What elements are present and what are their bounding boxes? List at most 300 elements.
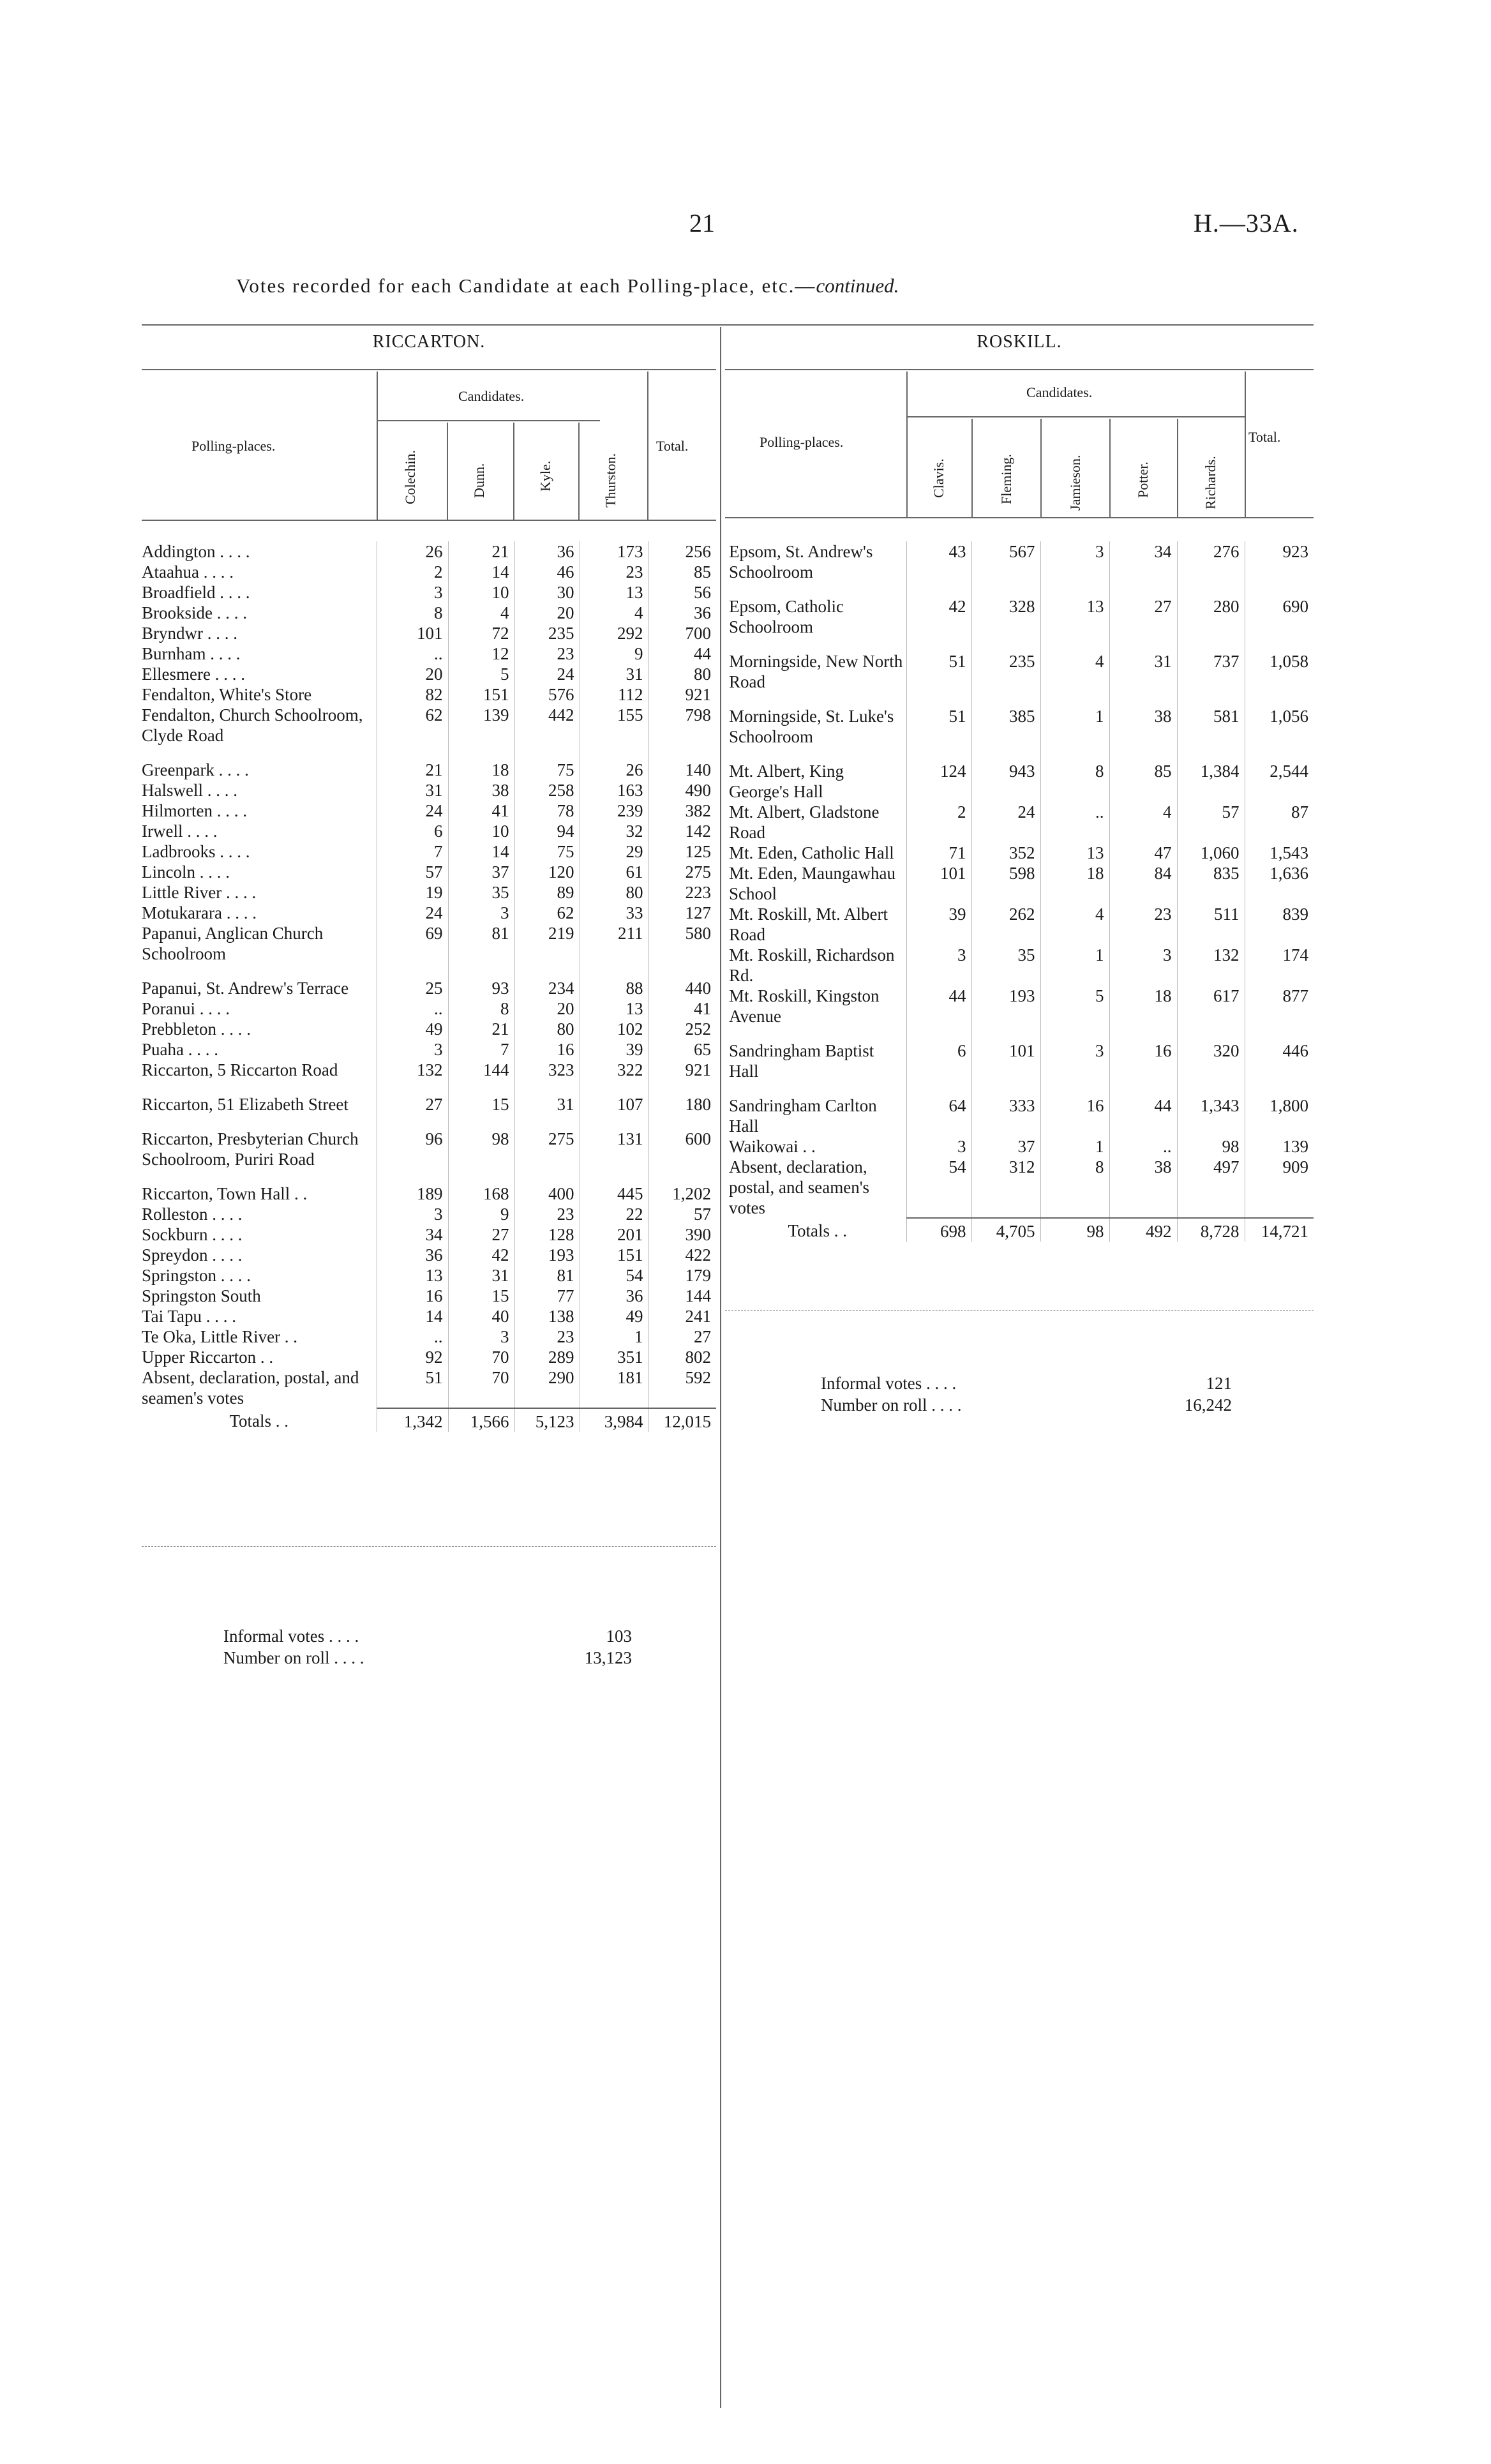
polling-place-name: Waikowai . . — [729, 1137, 816, 1156]
vote-count: 38 — [448, 780, 514, 800]
vote-count: 189 — [377, 1169, 448, 1204]
vote-count: 93 — [448, 964, 514, 998]
table-row — [142, 562, 716, 582]
riccarton-candidates-label: Candidates. — [458, 388, 525, 404]
vote-count: 107 — [580, 1080, 648, 1115]
vote-count: 16 — [514, 1039, 580, 1060]
vote-count: 18 — [1040, 863, 1109, 904]
row-total: 142 — [648, 821, 716, 841]
vote-count: 4 — [1040, 904, 1109, 945]
vote-count: 88 — [580, 964, 648, 998]
vote-count: 6 — [906, 1026, 971, 1081]
candidate-header-dunn: Dunn. — [471, 463, 487, 498]
table-row — [142, 1224, 716, 1245]
polling-place-name: Sandringham Carlton Hall — [729, 1096, 877, 1136]
candidate-header-kyle: Kyle. — [537, 460, 553, 492]
row-total: 382 — [648, 800, 716, 821]
vote-count: 36 — [377, 1245, 448, 1265]
table-row — [142, 1265, 716, 1286]
row-total: 56 — [648, 582, 716, 603]
vote-count: 19 — [377, 882, 448, 903]
riccarton-header-rule — [142, 369, 716, 370]
roskill-header-vline — [906, 372, 908, 517]
vote-count: 24 — [514, 664, 580, 684]
row-total: 921 — [648, 1060, 716, 1080]
candidate-total: 8,728 — [1177, 1218, 1245, 1242]
vote-count: 70 — [448, 1367, 514, 1408]
vote-count: 1,060 — [1177, 843, 1245, 863]
document-reference: H.—33A. — [1194, 209, 1299, 237]
vote-count: 168 — [448, 1169, 514, 1204]
polling-place-name: Mt. Eden, Catholic Hall — [729, 843, 894, 862]
vote-count: 8 — [1040, 747, 1109, 802]
roskill-informal-value: 121 — [1206, 1374, 1232, 1393]
vote-count: 351 — [580, 1347, 648, 1367]
table-row — [142, 821, 716, 841]
polling-place-name: Hilmorten . . . . — [142, 801, 247, 820]
vote-count: 1,343 — [1177, 1081, 1245, 1136]
roskill-informal-label: Informal votes . . . . — [821, 1374, 957, 1393]
vote-count: 36 — [514, 541, 580, 562]
vote-count: 30 — [514, 582, 580, 603]
vote-count: 31 — [580, 664, 648, 684]
vote-count: 6 — [377, 821, 448, 841]
vote-count: 15 — [448, 1286, 514, 1306]
table-row — [729, 863, 1314, 904]
vote-count: 2 — [377, 562, 448, 582]
totals-label: Totals . . — [788, 1221, 848, 1240]
polling-place-name: Halswell . . . . — [142, 781, 237, 800]
table-row — [729, 1136, 1314, 1157]
vote-count: 37 — [448, 862, 514, 882]
candidate-header-jamieson: Jamieson. — [1067, 454, 1083, 511]
vote-count: 70 — [448, 1347, 514, 1367]
vote-count: 26 — [580, 746, 648, 780]
row-total: 65 — [648, 1039, 716, 1060]
polling-place-name: Mt. Albert, King George's Hall — [729, 762, 844, 801]
page-number: 21 — [689, 209, 715, 237]
table-row — [142, 780, 716, 800]
vote-count: 262 — [971, 904, 1040, 945]
riccarton-header-vline — [447, 423, 448, 520]
roskill-total-label: Total. — [1248, 429, 1281, 445]
vote-count: 15 — [448, 1080, 514, 1115]
row-total: 57 — [648, 1204, 716, 1224]
vote-count: 320 — [1177, 1026, 1245, 1081]
vote-count: 13 — [580, 998, 648, 1019]
polling-place-name: Prebbleton . . . . — [142, 1019, 251, 1039]
vote-count: 312 — [971, 1157, 1040, 1218]
row-total: 1,800 — [1245, 1081, 1314, 1136]
vote-count: 173 — [580, 541, 648, 562]
vote-count: 84 — [1109, 863, 1177, 904]
vote-count: 193 — [514, 1245, 580, 1265]
vote-count: 22 — [580, 1204, 648, 1224]
row-total: 36 — [648, 603, 716, 623]
row-total: 909 — [1245, 1157, 1314, 1218]
vote-count: 9 — [448, 1204, 514, 1224]
roskill-header-vline — [1245, 372, 1246, 517]
vote-count: 13 — [377, 1265, 448, 1286]
vote-count: 18 — [1109, 986, 1177, 1026]
vote-count: 62 — [514, 903, 580, 923]
vote-count: 138 — [514, 1306, 580, 1326]
table-row — [142, 1115, 716, 1169]
row-total: 44 — [648, 643, 716, 664]
polling-place-name: Ataahua . . . . — [142, 562, 234, 582]
table-row — [729, 802, 1314, 843]
vote-count: 943 — [971, 747, 1040, 802]
table-row — [142, 541, 716, 562]
row-total: 798 — [648, 705, 716, 746]
polling-place-name: Sandringham Baptist Hall — [729, 1041, 874, 1081]
vote-count: 275 — [514, 1115, 580, 1169]
polling-place-name: Mt. Roskill, Mt. Albert Road — [729, 905, 888, 944]
vote-count: 13 — [580, 582, 648, 603]
riccarton-polling-places-label: Polling-places. — [191, 438, 276, 454]
vote-count: 23 — [514, 1204, 580, 1224]
polling-place-name: Upper Riccarton . . — [142, 1348, 274, 1367]
title-continued: continued. — [816, 274, 899, 297]
roskill-subheader-rule — [725, 517, 1314, 518]
polling-place-name: Riccarton, Town Hall . . — [142, 1184, 308, 1203]
vote-count: 34 — [377, 1224, 448, 1245]
vote-count: 75 — [514, 746, 580, 780]
riccarton-section-title: RICCARTON. — [372, 332, 486, 352]
vote-count: 98 — [1177, 1136, 1245, 1157]
vote-count: 46 — [514, 562, 580, 582]
polling-place-name: Greenpark . . . . — [142, 760, 249, 779]
riccarton-results-table — [142, 541, 716, 1432]
vote-count: 322 — [580, 1060, 648, 1080]
polling-place-name: Te Oka, Little River . . — [142, 1327, 298, 1346]
vote-count: 3 — [448, 1326, 514, 1347]
vote-count: 57 — [1177, 802, 1245, 843]
vote-count: 258 — [514, 780, 580, 800]
candidate-total: 5,123 — [514, 1408, 580, 1432]
vote-count: 737 — [1177, 637, 1245, 692]
vote-count: 617 — [1177, 986, 1245, 1026]
table-row — [729, 1081, 1314, 1136]
polling-place-name: Epsom, St. Andrew's Schoolroom — [729, 542, 873, 582]
vote-count: 567 — [971, 541, 1040, 582]
table-row — [142, 684, 716, 705]
vote-count: 80 — [514, 1019, 580, 1039]
table-row — [142, 964, 716, 998]
candidate-header-fleming: Fleming. — [998, 454, 1014, 504]
table-row — [729, 692, 1314, 747]
row-total: 923 — [1245, 541, 1314, 582]
table-row — [142, 582, 716, 603]
vote-count: 3 — [1040, 1026, 1109, 1081]
vote-count: 21 — [448, 1019, 514, 1039]
vote-count: 31 — [377, 780, 448, 800]
vote-count: 16 — [377, 1286, 448, 1306]
vote-count: 112 — [580, 684, 648, 705]
vote-count: 101 — [377, 623, 448, 643]
row-total: 921 — [648, 684, 716, 705]
table-row — [142, 862, 716, 882]
totals-row — [729, 1218, 1314, 1242]
table-row — [142, 1326, 716, 1347]
vote-count: 1,384 — [1177, 747, 1245, 802]
table-row — [142, 1019, 716, 1039]
vote-count: 20 — [514, 998, 580, 1019]
candidate-header-thurston: Thurston. — [603, 453, 618, 507]
vote-count: 8 — [448, 998, 514, 1019]
vote-count: 2 — [906, 802, 971, 843]
vote-count: 144 — [448, 1060, 514, 1080]
row-total: 802 — [648, 1347, 716, 1367]
vote-count: 27 — [377, 1080, 448, 1115]
vote-count: 9 — [580, 643, 648, 664]
table-row — [142, 1306, 716, 1326]
polling-place-name: Mt. Roskill, Kingston Avenue — [729, 986, 880, 1026]
riccarton-header-vline — [377, 372, 378, 520]
polling-place-name: Sockburn . . . . — [142, 1225, 243, 1244]
vote-count: 139 — [448, 705, 514, 746]
vote-count: 32 — [580, 821, 648, 841]
row-total: 80 — [648, 664, 716, 684]
vote-count: 54 — [580, 1265, 648, 1286]
vote-count: 39 — [580, 1039, 648, 1060]
vote-count: 23 — [580, 562, 648, 582]
totals-row — [142, 1408, 716, 1432]
vote-count: 193 — [971, 986, 1040, 1026]
vote-count: 4 — [448, 603, 514, 623]
polling-place-name: Fendalton, Church Schoolroom, Clyde Road — [142, 705, 363, 745]
vote-count: 51 — [906, 692, 971, 747]
polling-place-name: Mt. Albert, Gladstone Road — [729, 802, 880, 842]
candidate-header-potter: Potter. — [1135, 462, 1151, 498]
row-total: 422 — [648, 1245, 716, 1265]
vote-count: 64 — [906, 1081, 971, 1136]
vote-count: 235 — [971, 637, 1040, 692]
vote-count: 31 — [1109, 637, 1177, 692]
row-total: 700 — [648, 623, 716, 643]
roskill-polling-places-label: Polling-places. — [760, 434, 844, 450]
vote-count: 37 — [971, 1136, 1040, 1157]
table-row — [729, 1026, 1314, 1081]
vote-count: 98 — [448, 1115, 514, 1169]
polling-place-name: Riccarton, Presbyterian Church Schoolroom, Puriri Road — [142, 1129, 359, 1169]
vote-count: 16 — [1109, 1026, 1177, 1081]
vote-count: 3 — [906, 1136, 971, 1157]
vote-count: 35 — [971, 945, 1040, 986]
candidate-header-colechin: Colechin. — [402, 450, 418, 504]
polling-place-name: Spreydon . . . . — [142, 1245, 243, 1265]
vote-count: 81 — [448, 923, 514, 964]
vote-count: 47 — [1109, 843, 1177, 863]
roskill-candidates-label: Candidates. — [1026, 384, 1093, 400]
vote-count: 124 — [906, 747, 971, 802]
vote-count: 41 — [448, 800, 514, 821]
polling-place-name: Ellesmere . . . . — [142, 665, 245, 684]
vote-count: 445 — [580, 1169, 648, 1204]
roskill-candidates-rule — [908, 416, 1246, 417]
polling-place-name: Riccarton, 5 Riccarton Road — [142, 1060, 338, 1079]
vote-count: 333 — [971, 1081, 1040, 1136]
roskill-bottom-rule — [725, 1310, 1314, 1311]
riccarton-bottom-rule — [142, 1546, 716, 1547]
grand-total: 12,015 — [648, 1408, 716, 1432]
candidate-total: 3,984 — [580, 1408, 648, 1432]
vote-count: 75 — [514, 841, 580, 862]
row-total: 256 — [648, 541, 716, 562]
row-total: 27 — [648, 1326, 716, 1347]
vote-count: .. — [377, 643, 448, 664]
vote-count: 292 — [580, 623, 648, 643]
row-total: 580 — [648, 923, 716, 964]
polling-place-name: Riccarton, 51 Elizabeth Street — [142, 1095, 348, 1114]
vote-count: 289 — [514, 1347, 580, 1367]
vote-count: 51 — [906, 637, 971, 692]
vote-count: 280 — [1177, 582, 1245, 637]
row-total: 446 — [1245, 1026, 1314, 1081]
polling-place-name: Mt. Eden, Maungawhau School — [729, 864, 895, 903]
row-total: 139 — [1245, 1136, 1314, 1157]
riccarton-header-vline — [647, 372, 648, 520]
vote-count: 20 — [377, 664, 448, 684]
riccarton-roll-value: 13,123 — [584, 1648, 632, 1667]
candidate-total: 98 — [1040, 1218, 1109, 1242]
polling-place-name: Rolleston . . . . — [142, 1205, 243, 1224]
vote-count: 4 — [1109, 802, 1177, 843]
vote-count: 54 — [906, 1157, 971, 1218]
candidate-total: 698 — [906, 1218, 971, 1242]
vote-count: 49 — [377, 1019, 448, 1039]
vote-count: 4 — [580, 603, 648, 623]
vote-count: 36 — [580, 1286, 648, 1306]
riccarton-informal-label: Informal votes . . . . — [223, 1626, 359, 1646]
vote-count: 239 — [580, 800, 648, 821]
table-row — [142, 643, 716, 664]
row-total: 490 — [648, 780, 716, 800]
polling-place-name: Tai Tapu . . . . — [142, 1307, 236, 1326]
vote-count: 14 — [448, 841, 514, 862]
vote-count: 27 — [448, 1224, 514, 1245]
vote-count: 82 — [377, 684, 448, 705]
vote-count: 155 — [580, 705, 648, 746]
vote-count: 163 — [580, 780, 648, 800]
row-total: 127 — [648, 903, 716, 923]
vote-count: 5 — [1040, 986, 1109, 1026]
table-row — [729, 747, 1314, 802]
vote-count: 511 — [1177, 904, 1245, 945]
roskill-section-title: ROSKILL. — [977, 332, 1062, 352]
vote-count: 24 — [377, 800, 448, 821]
vote-count: 328 — [971, 582, 1040, 637]
vote-count: 24 — [971, 802, 1040, 843]
row-total: 179 — [648, 1265, 716, 1286]
vote-count: 323 — [514, 1060, 580, 1080]
vote-count: .. — [377, 1326, 448, 1347]
table-row — [142, 1347, 716, 1367]
vote-count: 20 — [514, 603, 580, 623]
vote-count: 21 — [377, 746, 448, 780]
row-total: 1,636 — [1245, 863, 1314, 904]
row-total: 85 — [648, 562, 716, 582]
vote-count: 131 — [580, 1115, 648, 1169]
vote-count: 77 — [514, 1286, 580, 1306]
polling-place-name: Lincoln . . . . — [142, 862, 230, 882]
polling-place-name: Morningside, New North Road — [729, 652, 903, 691]
polling-place-name: Burnham . . . . — [142, 644, 241, 663]
roskill-header-rule — [725, 369, 1314, 370]
vote-count: 69 — [377, 923, 448, 964]
vote-count: 3 — [377, 1039, 448, 1060]
vote-count: .. — [1040, 802, 1109, 843]
row-total: 2,544 — [1245, 747, 1314, 802]
table-row — [142, 1286, 716, 1306]
riccarton-header-vline — [578, 423, 580, 520]
table-row — [142, 1245, 716, 1265]
vote-count: 576 — [514, 684, 580, 705]
vote-count: 38 — [1109, 1157, 1177, 1218]
vote-count: 290 — [514, 1367, 580, 1408]
vote-count: 13 — [1040, 843, 1109, 863]
vote-count: 43 — [906, 541, 971, 582]
vote-count: 7 — [448, 1039, 514, 1060]
row-total: 1,202 — [648, 1169, 716, 1204]
candidate-total: 1,342 — [377, 1408, 448, 1432]
candidate-header-richards: Richards. — [1203, 456, 1218, 509]
vote-count: 71 — [906, 843, 971, 863]
vote-count: 92 — [377, 1347, 448, 1367]
vote-count: 51 — [377, 1367, 448, 1408]
riccarton-informal-value: 103 — [606, 1626, 632, 1646]
vote-count: 23 — [1109, 904, 1177, 945]
table-row — [142, 998, 716, 1019]
vote-count: 234 — [514, 964, 580, 998]
table-row — [142, 1039, 716, 1060]
vote-count: 3 — [448, 903, 514, 923]
vote-count: 39 — [906, 904, 971, 945]
vote-count: 3 — [906, 945, 971, 986]
polling-place-name: Mt. Roskill, Richardson Rd. — [729, 945, 895, 985]
roskill-roll-label: Number on roll . . . . — [821, 1395, 962, 1415]
table-row — [142, 705, 716, 746]
grand-total: 14,721 — [1245, 1218, 1314, 1242]
vote-count: 181 — [580, 1367, 648, 1408]
table-row — [729, 945, 1314, 986]
vote-count: .. — [1109, 1136, 1177, 1157]
vote-count: 35 — [448, 882, 514, 903]
polling-place-name: Irwell . . . . — [142, 822, 218, 841]
vote-count: 4 — [1040, 637, 1109, 692]
vote-count: 3 — [1109, 945, 1177, 986]
row-total: 592 — [648, 1367, 716, 1408]
row-total: 223 — [648, 882, 716, 903]
vote-count: 151 — [580, 1245, 648, 1265]
vote-count: 61 — [580, 862, 648, 882]
polling-place-name: Fendalton, White's Store — [142, 685, 312, 704]
vote-count: 16 — [1040, 1081, 1109, 1136]
vote-count: 8 — [1040, 1157, 1109, 1218]
table-row — [142, 1367, 716, 1408]
row-total: 87 — [1245, 802, 1314, 843]
table-row — [142, 1169, 716, 1204]
row-total: 877 — [1245, 986, 1314, 1026]
row-total: 600 — [648, 1115, 716, 1169]
polling-place-name: Puaha . . . . — [142, 1040, 218, 1059]
vote-count: .. — [377, 998, 448, 1019]
candidate-total: 492 — [1109, 1218, 1177, 1242]
vote-count: 49 — [580, 1306, 648, 1326]
vote-count: 120 — [514, 862, 580, 882]
vote-count: 78 — [514, 800, 580, 821]
page-title — [236, 274, 1232, 297]
